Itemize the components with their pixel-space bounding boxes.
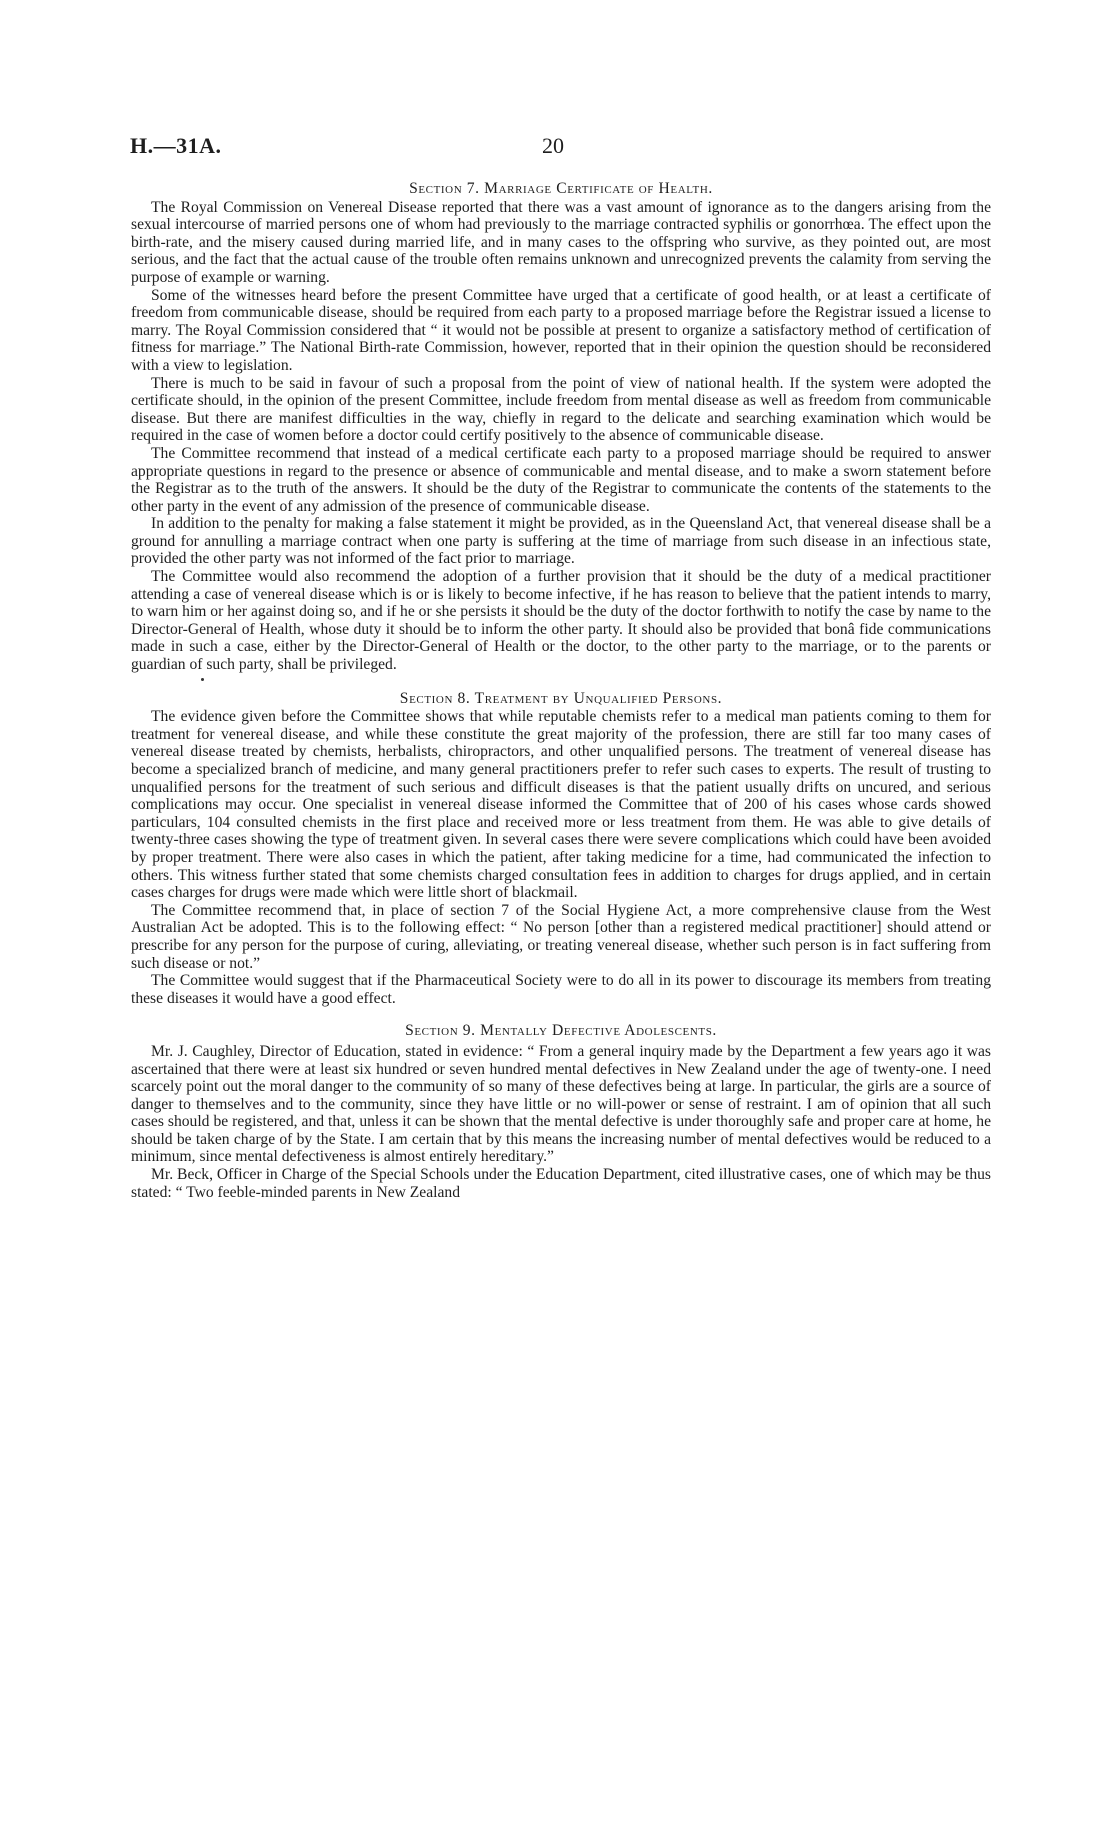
paragraph: The Committee recommend that, in place of section 7 of the Social Hygiene Act, a more comprehensive clause from the West Australian Act be adopted. This is to the following effect: “ No person [other than a registered medical practitioner] should attend or prescribe for any person for the purpose of curing, alleviating, or treating venereal disease, whether such person is in fact suffering from such disease or not.” [131,901,991,972]
document-body [131,180,991,1201]
section-7 [131,180,991,674]
paragraph: Mr. J. Caughley, Director of Education, stated in evidence: “ From a general inquiry made by the Department a few years ago it was ascertained that there were at least six hundred or seven hundred mental defectives in New Zealand under the age of twenty-one. I need scarcely point out the moral danger to the community of so many of these defectives being at large. In particular, the girls are a source of danger to themselves and to the community, since they have little or no will-power or sense of restraint. I am of opinion that all such cases should be registered, and that, unless it can be shown that the mental defective is under thoroughly safe and proper care at home, he should be taken charge of by the State. I am certain that by this means the increasing number of mental defectives would be reduced to a minimum, since mental defectiveness is almost entirely hereditary.” [131,1042,991,1166]
paragraph: Some of the witnesses heard before the present Committee have urged that a certificate of good health, or at least a certificate of freedom from communicable disease, should be required from each party to a proposed marriage before the Registrar issued a license to marry. The Royal Commission considered that “ it would not be possible at present to organize a satisfactory method of certification of fitness for marriage.” The National Birth-rate Commission, however, reported that in their opinion the question should be reconsidered with a view to legislation. [131,286,991,374]
paragraph: The evidence given before the Committee shows that while reputable chemists refer to a medical man patients coming to them for treatment for venereal disease, and while these constitute the great majority of the profession, there are still far too many cases of venereal disease treated by chemists, herbalists, chiropractors, and other unqualified persons. The treatment of venereal disease has become a specialized branch of medicine, and many general practitioners prefer to refer such cases to experts. The result of trusting to unqualified persons for the treatment of such serious and difficult diseases is that the patient usually drifts on uncured, and serious complications may occur. One specialist in venereal disease informed the Committee that of 200 of his cases whose cards showed particulars, 104 consulted chemists in the first place and received more or less treatment from them. He was able to give details of twenty-three cases showing the type of treatment given. In several cases there were severe complications which could have been avoided by proper treatment. There were also cases in which the patient, after taking medicine for a time, had communicated the infection to others. This witness further stated that some chemists charged consultation fees in addition to charges for drugs applied, and in certain cases charges for drugs were made which were little short of blackmail. [131,708,991,902]
paragraph: The Committee recommend that instead of a medical certificate each party to a proposed marriage should be required to answer appropriate questions in regard to the presence or absence of communicable and mental disease, and to make a sworn statement before the Registrar as to the truth of the answers. It should be the duty of the Registrar to communicate the contents of the statements to the other party in the event of any admission of the presence of communicable disease. [131,444,991,515]
section-heading: Section 8. Treatment by Unqualified Persons. [399,689,723,707]
paragraph: The Royal Commission on Venereal Disease reported that there was a vast amount of ignorance as to the dangers arising from the sexual intercourse of married persons one of whom had previously to the marriage contracted syphilis or gonorrhœa. The effect upon the birth-rate, and the misery caused during married life, and in many cases to the offspring who survive, as they pointed out, are most serious, and the fact that the actual cause of the trouble often remains unknown and unrecognized prevents the calamity from serving the purpose of example or warning. [131,198,991,286]
section-9 [131,1022,991,1201]
page-number: 20 [542,133,564,158]
paragraph: Mr. Beck, Officer in Charge of the Special Schools under the Education Department, cited illustrative cases, one of which may be thus stated: “ Two feeble-minded parents in New Zealand [131,1166,991,1201]
page-header [130,133,990,163]
section-8 [131,690,991,1008]
paragraph: In addition to the penalty for making a false statement it might be provided, as in the Queensland Act, that venereal disease shall be a ground for annulling a marriage contract when one party is suffering at the time of marriage from such disease in an infectious state, provided the other party was not informed of the fact prior to marriage. [131,515,991,568]
paragraph: There is much to be said in favour of such a proposal from the point of view of national health. If the system were adopted the certificate should, in the opinion of the present Committee, include freedom from mental disease as well as freedom from communicable disease. But there are manifest difficulties in the way, chiefly in regard to the delicate and searching examination which would be required in the case of women before a doctor could certify positively to the absence of communicable disease. [131,374,991,445]
stray-dot [131,674,991,690]
document-reference: H.—31A. [130,133,222,158]
paragraph: The Committee would suggest that if the Pharmaceutical Society were to do all in its power to discourage its members from treating these diseases it would have a good effect. [131,972,991,1007]
section-heading: Section 9. Mentally Defective Adolescents. [405,1022,717,1040]
paragraph: The Committee would also recommend the adoption of a further provision that it should be the duty of a medical practitioner attending a case of venereal disease which is or is likely to become infective, if he has reason to believe that the patient intends to marry, to warn him or her against doing so, and if he or she persists it should be the duty of the doctor forthwith to notify the case by name to the Director-General of Health, whose duty it should be to inform the other party. It should also be provided that bonâ fide communications made in such a case, either by the Director-General of Health or the doctor, to the other party to the marriage, or to the parents or guardian of such party, shall be privileged. [131,568,991,674]
section-heading: Section 7. Marriage Certificate of Health. [409,180,713,197]
